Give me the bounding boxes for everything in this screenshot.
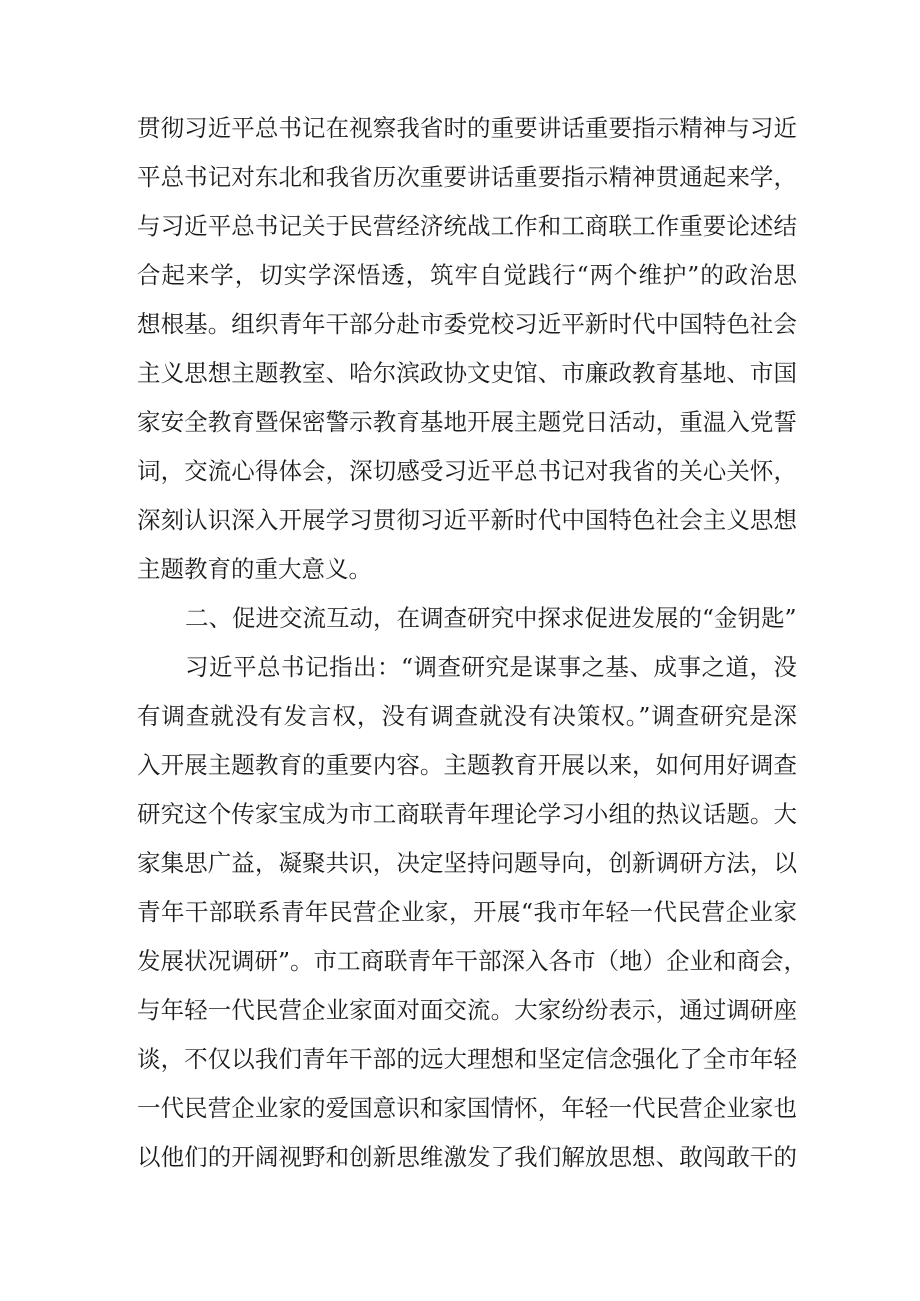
paragraph-line: 主题教育的重大意义。 — [137, 555, 372, 583]
paragraph-line: 青年干部联系青年民营企业家，开展“我市年轻一代民营企业家 — [137, 898, 797, 926]
paragraph-line: 词，交流心得体会，深切感受习近平总书记对我省的关心关怀， — [137, 457, 797, 485]
paragraph-line: 家集思广益，凝聚共识，决定坚持问题导向，创新调研方法，以 — [137, 849, 797, 877]
paragraph-line: 一代民营企业家的爱国意识和家国情怀，年轻一代民营企业家也 — [137, 1094, 797, 1122]
paragraph-line: 主义思想主题教室、哈尔滨政协文史馆、市廉政教育基地、市国 — [137, 359, 797, 387]
paragraph-line: 习近平总书记指出：“调查研究是谋事之基、成事之道，没 — [185, 653, 797, 681]
paragraph-line: 家安全教育暨保密警示教育基地开展主题党日活动，重温入党誓 — [137, 408, 797, 436]
section-heading: 二、促进交流互动，在调查研究中探求促进发展的“金钥匙” — [185, 604, 797, 632]
paragraph-line: 入开展主题教育的重要内容。主题教育开展以来，如何用好调查 — [137, 751, 797, 779]
paragraph-line: 有调查就没有发言权，没有调查就没有决策权。”调查研究是深 — [137, 702, 797, 730]
paragraph-line: 贯彻习近平总书记在视察我省时的重要讲话重要指示精神与习近 — [137, 114, 797, 142]
paragraph-line: 研究这个传家宝成为市工商联青年理论学习小组的热议话题。大 — [137, 800, 797, 828]
paragraph-line: 与年轻一代民营企业家面对面交流。大家纷纷表示，通过调研座 — [137, 996, 797, 1024]
paragraph-line: 以他们的开阔视野和创新思维激发了我们解放思想、敢闯敢干的 — [137, 1143, 797, 1171]
paragraph-line: 发展状况调研”。市工商联青年干部深入各市（地）企业和商会， — [137, 947, 808, 975]
paragraph-line: 谈，不仅以我们青年干部的远大理想和坚定信念强化了全市年轻 — [137, 1045, 797, 1073]
paragraph-line: 平总书记对东北和我省历次重要讲话重要指示精神贯通起来学， — [137, 163, 797, 191]
paragraph-line: 深刻认识深入开展学习贯彻习近平新时代中国特色社会主义思想 — [137, 506, 797, 534]
paragraph-line: 合起来学，切实学深悟透，筑牢自觉践行“两个维护”的政治思 — [137, 261, 797, 289]
paragraph-line: 想根基。组织青年干部分赴市委党校习近平新时代中国特色社会 — [137, 310, 797, 338]
paragraph-line: 与习近平总书记关于民营经济统战工作和工商联工作重要论述结 — [137, 212, 797, 240]
